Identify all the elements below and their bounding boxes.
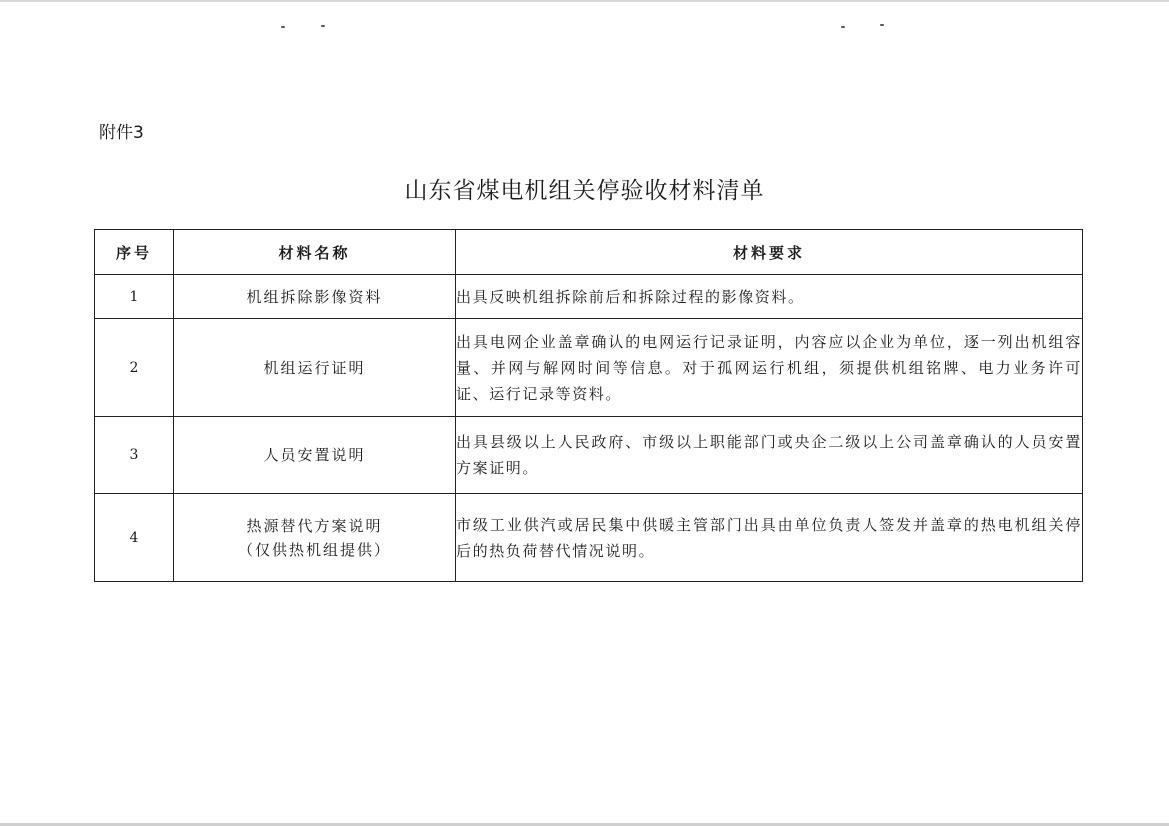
header-requirement: 材料要求	[456, 230, 1083, 275]
row-requirement: 市级工业供汽或居民集中供暖主管部门出具由单位负责人签发并盖章的热电机组关停后的热负荷替代情况说明。	[456, 494, 1083, 582]
scan-speck	[281, 26, 285, 28]
row-material-name	[174, 275, 456, 319]
row-requirement: 出具县级以上人民政府、市级以上职能部门或央企二级以上公司盖章确认的人员安置方案证明。	[456, 417, 1083, 494]
table-header-row	[95, 230, 1083, 275]
scan-speck	[321, 25, 325, 27]
table-row	[95, 275, 1083, 319]
row-requirement: 出具电网企业盖章确认的电网运行记录证明，内容应以企业为单位，逐一列出机组容量、并网与解网时间等信息。对于孤网运行机组，须提供机组铭牌、电力业务许可证、运行记录等资料。	[456, 319, 1083, 417]
row-material-name	[174, 494, 456, 582]
page-title: 山东省煤电机组关停验收材料清单	[404, 178, 765, 204]
row-material-name	[174, 319, 456, 417]
row-requirement: 出具反映机组拆除前后和拆除过程的影像资料。	[456, 275, 1083, 319]
row-material-name	[174, 417, 456, 494]
material-name-line: 热源替代方案说明	[246, 516, 383, 535]
materials-table	[94, 229, 1083, 582]
material-name-line: 机组拆除影像资料	[246, 287, 383, 306]
header-seq: 序号	[95, 230, 174, 275]
material-name-line: 机组运行证明	[263, 358, 366, 377]
scan-speck	[880, 24, 884, 26]
scan-edge-top	[0, 0, 1169, 2]
header-name: 材料名称	[174, 230, 456, 275]
material-name-note: （仅供热机组提供）	[237, 540, 391, 559]
table-row	[95, 494, 1083, 582]
attachment-label: 附件3	[99, 123, 144, 143]
scan-speck	[841, 26, 845, 28]
row-seq: 4	[95, 494, 174, 582]
table-row	[95, 319, 1083, 417]
row-seq: 1	[95, 275, 174, 319]
row-seq: 3	[95, 417, 174, 494]
material-name-line: 人员安置说明	[263, 446, 366, 464]
row-seq: 2	[95, 319, 174, 417]
table-row	[95, 417, 1083, 494]
